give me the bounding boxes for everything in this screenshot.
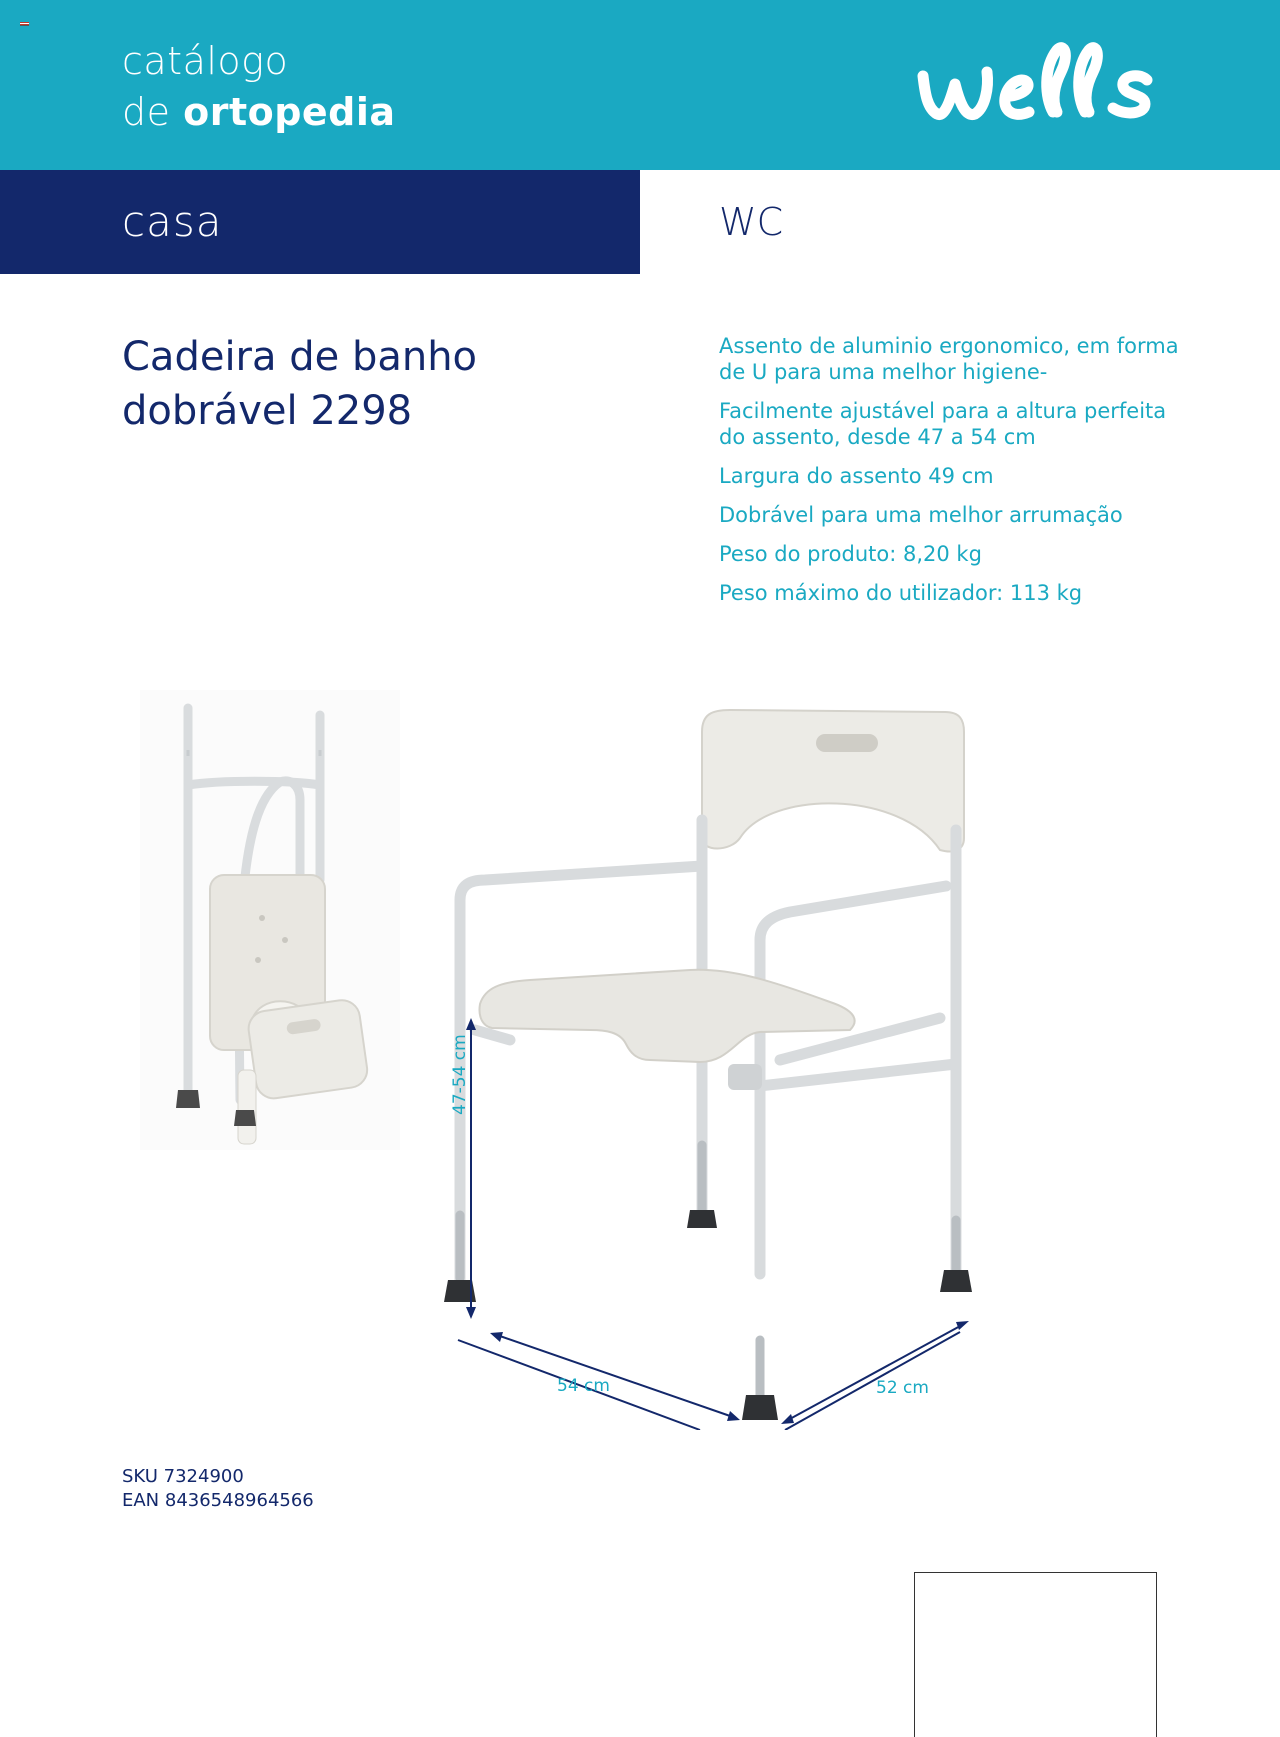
product-title-line2: dobrável 2298 [122,388,413,434]
feature-list [719,333,1189,619]
dimension-arrows [400,1010,980,1430]
width-dimension-label: 54 cm [557,1376,610,1396]
feature-item: Dobrável para uma melhor arrumação [719,503,1123,527]
ean-code: EAN 8436548964566 [122,1490,314,1511]
feature-item: Assento de aluminio ergonomico, em forma de U para uma melhor higiene- [719,334,1179,384]
catalog-title-bold: ortopedia [183,90,396,134]
language-flag-icon[interactable] [20,22,29,26]
product-codes [122,1465,314,1513]
feature-item: Facilmente ajustável para a altura perfeita do assento, desde 47 a 54 cm [719,399,1167,449]
feature-item: Peso do produto: 8,20 kg [719,542,982,566]
feature-item: Peso máximo do utilizador: 113 kg [719,581,1083,605]
folded-chair-image [140,690,400,1150]
catalog-title-prefix: de [122,90,184,134]
depth-dimension-label: 52 cm [876,1378,929,1398]
header-bar [0,0,1280,170]
catalog-title-line2 [122,90,396,134]
height-dimension-label: 47-54 cm [450,1034,470,1115]
wells-logo [915,38,1160,138]
product-title-line1: Cadeira de banho [122,334,478,380]
subsection-label: WC [719,200,784,244]
section-label: casa [122,197,223,246]
sku-code: SKU 7324900 [122,1466,244,1487]
empty-frame [914,1572,1157,1737]
catalog-title-line1: catálogo [122,39,289,83]
section-band [0,170,640,274]
product-title [122,330,642,438]
feature-item: Largura do assento 49 cm [719,464,994,488]
